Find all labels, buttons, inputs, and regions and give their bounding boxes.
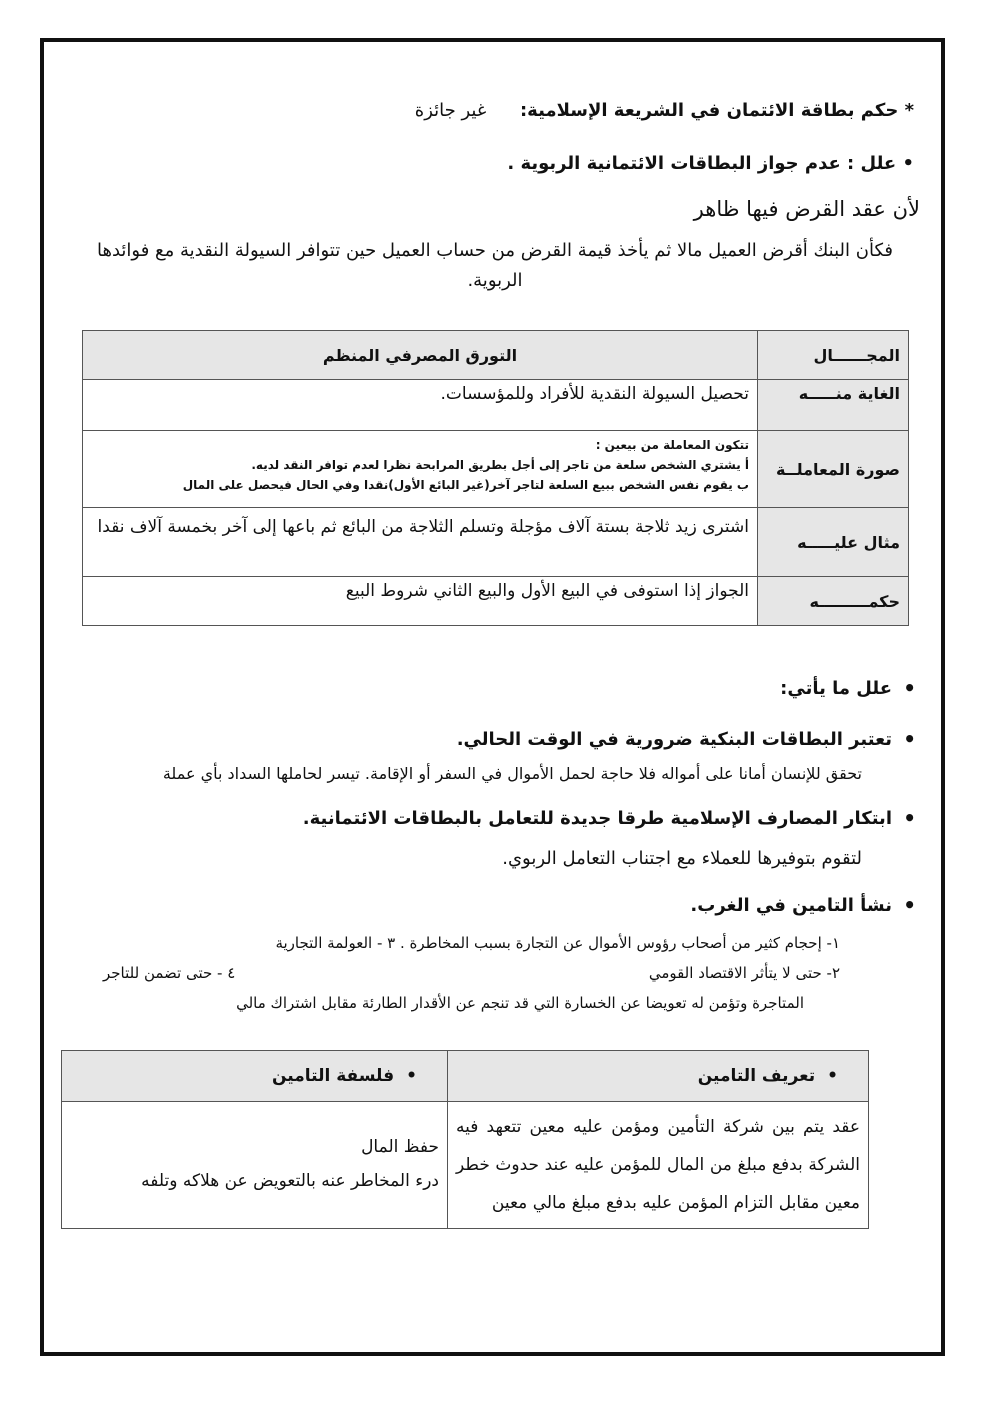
table-row	[62, 1051, 869, 1102]
ruling-line	[114, 100, 914, 121]
item3-reason-1: ١- إحجام كثير من أصحاب رؤوس الأموال عن التجارة بسبب المخاطرة . ٣ - العولمة التجارية	[275, 934, 840, 952]
philosophy-line: درء المخاطر عنه بالتعويض عن هلاكه وتلفه	[141, 1171, 439, 1191]
table-row	[83, 508, 909, 577]
table-row	[83, 431, 909, 508]
reason-line-1: لأن عقد القرض فيها ظاهر	[693, 197, 920, 221]
row-header: صورة المعاملــة	[758, 431, 909, 508]
item3-reason-2: ٢- حتى لا يتأثر الاقتصاد القومي	[648, 964, 840, 982]
insurance-table	[61, 1050, 869, 1229]
row-content: اشترى زيد ثلاجة بستة آلاف مؤجلة وتسلم الثلاجة من البائع ثم باعها إلى آخر بخمسة آلاف نقدا	[83, 508, 758, 577]
table-row	[62, 1102, 869, 1229]
row-content: تحصيل السيولة النقدية للأفراد وللمؤسسات.	[83, 380, 758, 431]
item2-title: • ابتكار المصارف الإسلامية طرقا جديدة للتعامل بالبطاقات الائتمانية.	[303, 808, 892, 829]
philosophy-header: •فلسفة التامين	[62, 1051, 448, 1102]
item1-title: • تعتبر البطاقات البنكية ضرورية في الوقت الحالي.	[457, 729, 892, 750]
explain-heading: • علل ما يأتي:	[780, 678, 892, 699]
reason-line-2: فكأن البنك أقرض العميل مالا ثم يأخذ قيمة القرض من حساب العميل حين تتوافر السيولة النقدية مع فوائدها الربوية.	[96, 240, 894, 291]
row-content	[83, 431, 758, 508]
item1-answer: تحقق للإنسان أمانا على أمواله فلا حاجة لحمل الأموال في السفر أو الإقامة. تيسر لحاملها السداد بأي عملة	[162, 764, 862, 783]
row-header: المجــــــال	[758, 331, 909, 380]
reason-heading: • علل : عدم جواز البطاقات الائتمانية الربوية .	[507, 153, 914, 174]
row-content: التورق المصرفي المنظم	[83, 331, 758, 380]
definition-header: •تعريف التامين	[448, 1051, 869, 1102]
row-header: مثال عليـــــه	[758, 508, 909, 577]
form-line: ب يقوم نفس الشخص ببيع السلعة لتاجر آخر(غير البائع الأول)نقدا وفي الحال فيحصل على المال	[182, 478, 749, 492]
philosophy-text	[62, 1102, 448, 1229]
definition-text: عقد يتم بين شركة التأمين ومؤمن عليه معين تتعهد فيه الشركة بدفع مبلغ من المال للمؤمن عليه عند حدوث خطر معين مقابل التزام المؤمن عليه بدفع مبلغ مالي معين	[448, 1102, 869, 1229]
row-content: الجواز إذا استوفى في البيع الأول والبيع الثاني شروط البيع	[83, 577, 758, 626]
ruling-value: غير جائزة	[414, 100, 487, 121]
item3-reason-3: المتاجرة وتؤمن له تعويضا عن الخسارة التي قد تنجم عن الأقدار الطارئة مقابل اشتراك مالي	[236, 994, 804, 1012]
form-line: تتكون المعاملة من بيعين :	[595, 438, 749, 452]
row-header: الغاية منـــــه	[758, 380, 909, 431]
item3-reason-4: ٤ - حتى تضمن للتاجر	[103, 964, 236, 982]
table-row	[83, 577, 909, 626]
table-row	[83, 380, 909, 431]
form-line: أ يشتري الشخص سلعة من تاجر إلى أجل بطريق المرابحة نظرا لعدم توافر النقد لديه.	[251, 458, 749, 472]
ruling-label: * حكم بطاقة الائتمان في الشريعة الإسلامية:	[519, 100, 914, 121]
tawarruq-table	[82, 330, 909, 626]
item2-answer: لتقوم بتوفيرها للعملاء مع اجتناب التعامل الربوي.	[502, 848, 862, 869]
item3-title: • نشأ التامين في الغرب.	[690, 895, 892, 916]
table-row	[83, 331, 909, 380]
philosophy-line: حفظ المال	[361, 1137, 439, 1157]
row-header: حكمـــــــــه	[758, 577, 909, 626]
